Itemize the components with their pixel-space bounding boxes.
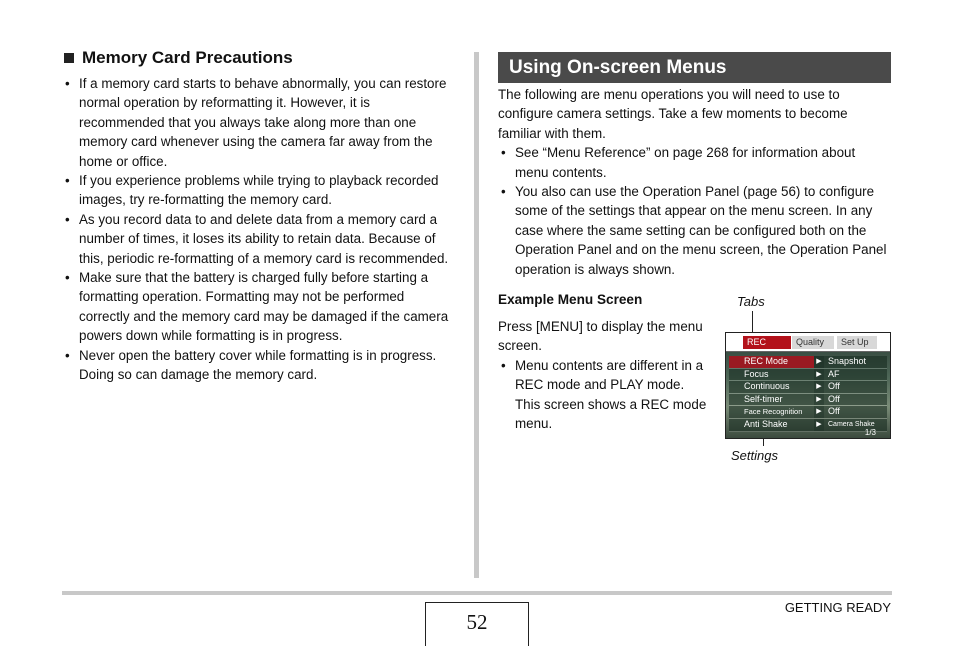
menu-row-label: Self-timer xyxy=(729,394,814,406)
menu-row-value: Off xyxy=(824,381,887,393)
menu-row-label: REC Mode xyxy=(729,356,814,368)
tab-rec: REC xyxy=(743,336,791,349)
precautions-list xyxy=(62,74,458,385)
menu-row-label: Continuous xyxy=(729,381,814,393)
menu-row xyxy=(729,419,887,432)
list-item: • You also can use the Operation Panel (page 56) to configure some of the settings that appear on the menu screen. In any case where the same setting can be configured both on the Operation Panel and on the menu screen, the Operation Panel operation is always shown. xyxy=(498,182,891,279)
square-bullet-icon xyxy=(64,53,74,63)
page-indicator: 1/3 xyxy=(864,428,876,437)
menu-row xyxy=(729,406,887,419)
footer-divider xyxy=(62,591,892,595)
example-list xyxy=(498,356,708,434)
arrow-right-icon: ▶ xyxy=(814,406,824,418)
section-heading xyxy=(62,48,458,68)
page-number: 52 xyxy=(425,602,529,646)
menu-settings-list xyxy=(729,356,887,432)
arrow-right-icon: ▶ xyxy=(814,356,824,368)
menu-row-value: AF xyxy=(824,369,887,381)
list-item: • If you experience problems while trying to playback recorded images, try re-formatting the memory card. xyxy=(62,171,458,210)
page-title: Using On-screen Menus xyxy=(498,52,891,83)
arrow-right-icon: ▶ xyxy=(814,369,824,381)
menu-row xyxy=(729,381,887,394)
intro-paragraph: The following are menu operations you will need to use to configure camera settings. Take a few moments to become familiar with them. xyxy=(498,87,848,141)
menu-tab-bar xyxy=(726,333,890,352)
list-item: • Never open the battery cover while formatting is in progress. Doing so can damage the memory card. xyxy=(62,346,458,385)
list-item: • See “Menu Reference” on page 268 for information about menu contents. xyxy=(498,143,891,182)
example-text-block xyxy=(498,317,708,433)
tabs-caption: Tabs xyxy=(737,294,765,309)
menu-row-value: Snapshot xyxy=(824,356,887,368)
menu-row-label: Focus xyxy=(729,369,814,381)
list-item: • If a memory card starts to behave abnormally, you can restore normal operation by reformatting it. However, it is recommended that you always take along more than one memory card whenever using the camera far away from the home or office. xyxy=(62,74,458,171)
menu-row-value: Camera Shake xyxy=(824,419,887,431)
menu-row-value: Off xyxy=(824,394,887,406)
right-column xyxy=(498,52,891,279)
list-item: • Menu contents are different in a REC mode and PLAY mode. This screen shows a REC mode menu. xyxy=(498,356,708,434)
arrow-right-icon: ▶ xyxy=(814,394,824,406)
menu-row-value: Off xyxy=(824,406,887,418)
tab-quality: Quality xyxy=(792,336,834,349)
arrow-right-icon: ▶ xyxy=(814,381,824,393)
camera-menu-screenshot xyxy=(725,332,891,439)
section-heading-text: Memory Card Precautions xyxy=(82,48,293,67)
menu-row xyxy=(729,356,887,369)
left-column xyxy=(62,48,458,385)
menu-notes-list xyxy=(498,143,891,279)
list-item: • Make sure that the battery is charged fully before starting a formatting operation. Formatting may not be performed correctly and the memory card may be damaged if the camera powers down while formatting is in progress. xyxy=(62,268,458,346)
menu-row-label: Face Recognition xyxy=(729,406,814,418)
tab-setup: Set Up xyxy=(837,336,877,349)
settings-caption: Settings xyxy=(731,448,778,463)
menu-row-label: Anti Shake xyxy=(729,419,814,431)
list-item: • As you record data to and delete data from a memory card a number of times, it loses its ability to retain data. Because of this, periodic re-formatting of a memory card is recommended. xyxy=(62,210,458,268)
footer-section-label: GETTING READY xyxy=(784,600,891,615)
menu-row xyxy=(729,394,887,407)
column-divider xyxy=(474,52,479,578)
example-heading: Example Menu Screen xyxy=(498,292,643,307)
arrow-right-icon: ▶ xyxy=(814,419,824,431)
example-paragraph: Press [MENU] to display the menu screen. xyxy=(498,319,703,354)
menu-row xyxy=(729,369,887,382)
